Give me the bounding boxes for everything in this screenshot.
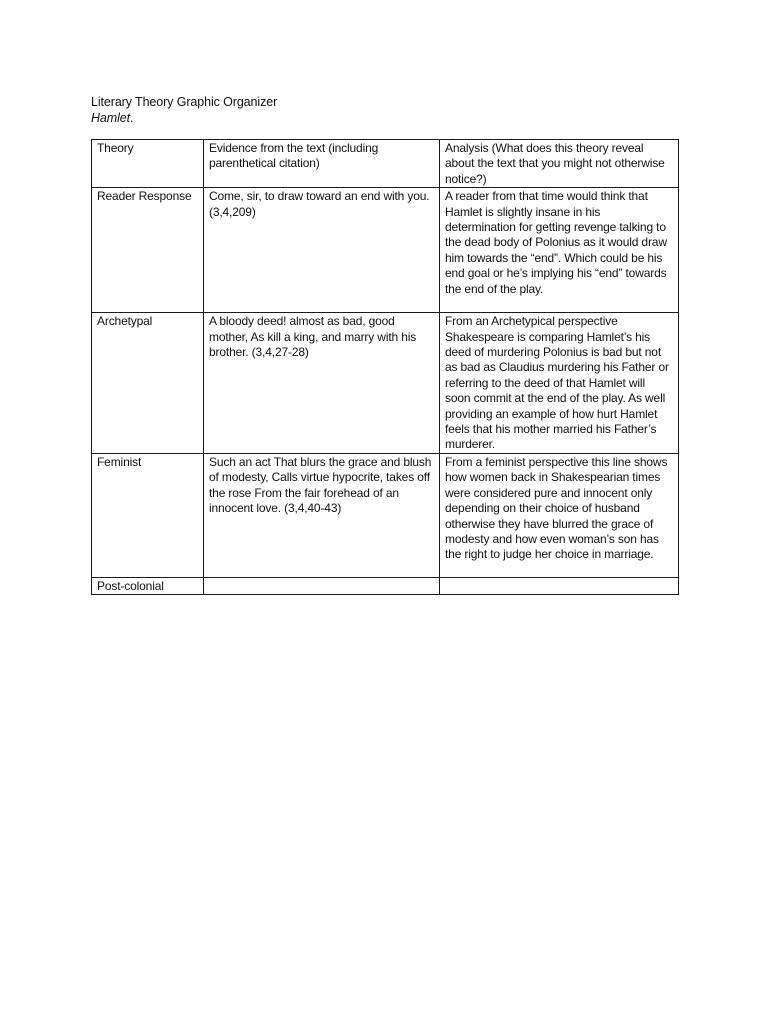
cell-analysis: From a feminist perspective this line shows how women back in Shakespearian times were considered pure and innocent only depending on their choice of husband otherwise they have blurred the grace of modesty and how even woman’s son has the right to judge her choice in marriage. (440, 453, 679, 577)
cell-theory: Post-colonial (92, 577, 204, 594)
document-header (91, 94, 277, 126)
cell-evidence: Come, sir, to draw toward an end with you. (3,4,209) (204, 188, 440, 313)
table-row-archetypal (92, 313, 679, 454)
header-theory: Theory (92, 140, 204, 188)
document-subtitle (91, 110, 277, 126)
table-row-reader-response (92, 188, 679, 313)
table-row-post-colonial (92, 577, 679, 594)
cell-evidence: A bloody deed! almost as bad, good mother, As kill a king, and marry with his brother. (3,4,27-28) (204, 313, 440, 454)
cell-evidence: Such an act That blurs the grace and blush of modesty, Calls virtue hypocrite, takes off the rose From the fair forehead of an innocent love. (3,4,40-43) (204, 453, 440, 577)
cell-analysis: From an Archetypical perspective Shakespeare is comparing Hamlet’s his deed of murdering Polonius is bad but not as bad as Claudius murdering his Father or referring to the deed of that Hamlet will soon commit at the end of the play. As well providing an example of how hurt Hamlet feels that his mother married his Father’s murderer. (440, 313, 679, 454)
header-evidence: Evidence from the text (including parenthetical citation) (204, 140, 440, 188)
cell-theory: Feminist (92, 453, 204, 577)
document-title: Literary Theory Graphic Organizer (91, 95, 278, 109)
document-subtitle-italic: Hamlet (91, 111, 130, 125)
table-header-row (92, 140, 679, 188)
cell-analysis (440, 577, 679, 594)
table-row-feminist (92, 453, 679, 577)
cell-analysis: A reader from that time would think that Hamlet is slightly insane in his determination for getting revenge talking to the dead body of Polonius as it would draw him towards the “end”. Which could be his end goal or he’s implying his “end” towards the end of the play. (440, 188, 679, 313)
cell-theory: Reader Response (92, 188, 204, 313)
cell-theory: Archetypal (92, 313, 204, 454)
header-analysis: Analysis (What does this theory reveal about the text that you might not otherwise notice?) (440, 140, 679, 188)
cell-evidence (204, 577, 440, 594)
document-subtitle-suffix: . (130, 111, 134, 125)
theory-organizer-table (91, 139, 679, 595)
